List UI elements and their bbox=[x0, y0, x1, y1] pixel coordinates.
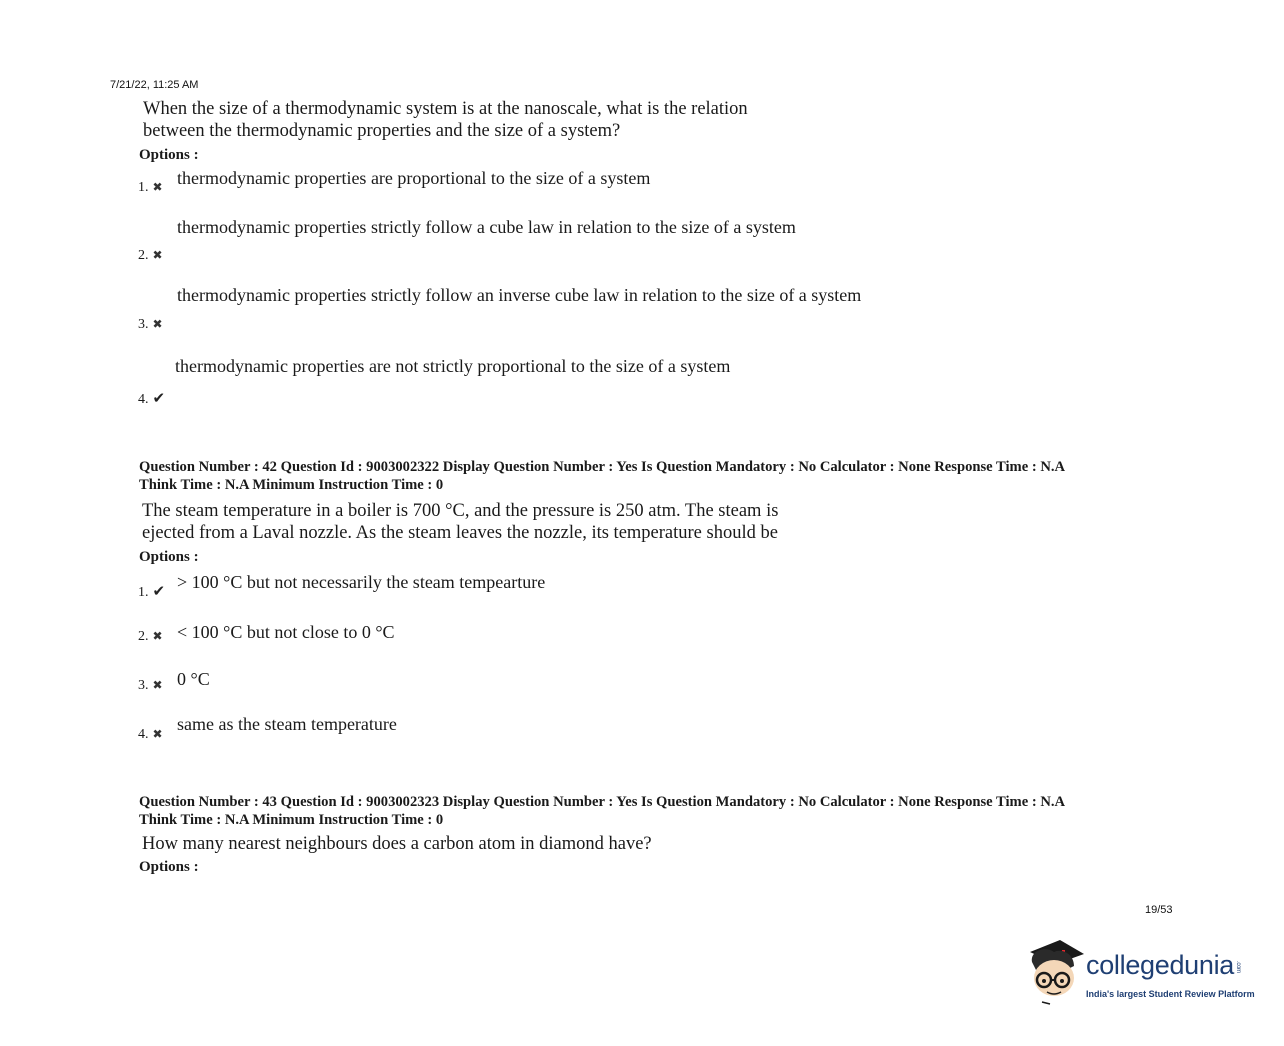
q42-option-2-number-row bbox=[138, 627, 163, 645]
q42-option-2-number: 2. bbox=[138, 629, 149, 644]
logo-name: collegedunia bbox=[1086, 950, 1235, 980]
question-41-options-label: Options : bbox=[139, 147, 199, 163]
q41-option-2-number: 2. bbox=[138, 248, 149, 263]
q41-option-2-number-row bbox=[138, 246, 163, 264]
q41-option-1-text: thermodynamic properties are proportional to the size of a system bbox=[177, 168, 651, 188]
page-number: 19/53 bbox=[1145, 904, 1173, 916]
logo-wordmark bbox=[1086, 950, 1241, 981]
q42-option-2-text: < 100 °C but not close to 0 °C bbox=[177, 622, 395, 642]
cross-icon: ✖ bbox=[152, 727, 163, 741]
question-42-text-line2: ejected from a Laval nozzle. As the steam leaves the nozzle, its temperature should be bbox=[142, 523, 778, 543]
question-43-meta-line1: Question Number : 43 Question Id : 9003002323 Display Question Number : Yes Is Question Mandatory : No Calculator : None Response Time : N.A bbox=[139, 794, 1066, 810]
cross-icon: ✖ bbox=[152, 629, 163, 643]
q42-option-3-number-row bbox=[138, 676, 163, 694]
logo-suffix: .com bbox=[1235, 960, 1242, 973]
question-42-text-line1: The steam temperature in a boiler is 700 °C, and the pressure is 250 atm. The steam is bbox=[142, 501, 779, 521]
q41-option-1-number: 1. bbox=[138, 180, 149, 195]
print-timestamp: 7/21/22, 11:25 AM bbox=[110, 79, 199, 91]
question-43-meta-line2: Think Time : N.A Minimum Instruction Time : 0 bbox=[139, 812, 444, 828]
q42-option-4-text: same as the steam temperature bbox=[177, 714, 397, 734]
q42-option-1-number: 1. bbox=[138, 585, 149, 600]
question-42-meta-line1: Question Number : 42 Question Id : 9003002322 Display Question Number : Yes Is Question Mandatory : No Calculator : None Response Time : N.A bbox=[139, 459, 1066, 475]
q42-option-1-text: > 100 °C but not necessarily the steam tempearture bbox=[177, 572, 546, 592]
mascot-icon bbox=[1024, 938, 1088, 1006]
question-41-text-line1: When the size of a thermodynamic system is at the nanoscale, what is the relation bbox=[143, 99, 748, 119]
q41-option-4-text: thermodynamic properties are not strictly proportional to the size of a system bbox=[175, 356, 731, 376]
q42-option-4-number-row bbox=[138, 725, 163, 743]
collegedunia-logo bbox=[1024, 938, 1255, 1008]
q41-option-3-number-row bbox=[138, 315, 163, 333]
question-43-text-line1: How many nearest neighbours does a carbon atom in diamond have? bbox=[142, 834, 652, 854]
logo-tagline: India's largest Student Review Platform bbox=[1086, 989, 1255, 999]
q42-option-3-text: 0 °C bbox=[177, 669, 210, 689]
q41-option-2-text: thermodynamic properties strictly follow a cube law in relation to the size of a system bbox=[177, 217, 796, 237]
q41-option-4-number-row bbox=[138, 389, 165, 408]
check-icon: ✔ bbox=[152, 391, 166, 407]
check-icon: ✔ bbox=[152, 584, 166, 600]
question-43-options-label: Options : bbox=[139, 859, 199, 875]
cross-icon: ✖ bbox=[152, 248, 163, 262]
q41-option-1-number-row bbox=[138, 178, 163, 196]
cross-icon: ✖ bbox=[152, 317, 163, 331]
q41-option-3-text: thermodynamic properties strictly follow an inverse cube law in relation to the size of a system bbox=[177, 285, 862, 305]
q42-option-1-number-row bbox=[138, 582, 165, 601]
question-41-text-line2: between the thermodynamic properties and the size of a system? bbox=[143, 121, 621, 141]
q41-option-4-number: 4. bbox=[138, 392, 149, 407]
question-42-options-label: Options : bbox=[139, 549, 199, 565]
q42-option-3-number: 3. bbox=[138, 678, 149, 693]
question-42-meta-line2: Think Time : N.A Minimum Instruction Time : 0 bbox=[139, 477, 444, 493]
cross-icon: ✖ bbox=[152, 180, 163, 194]
q41-option-3-number: 3. bbox=[138, 317, 149, 332]
cross-icon: ✖ bbox=[152, 678, 163, 692]
q42-option-4-number: 4. bbox=[138, 727, 149, 742]
